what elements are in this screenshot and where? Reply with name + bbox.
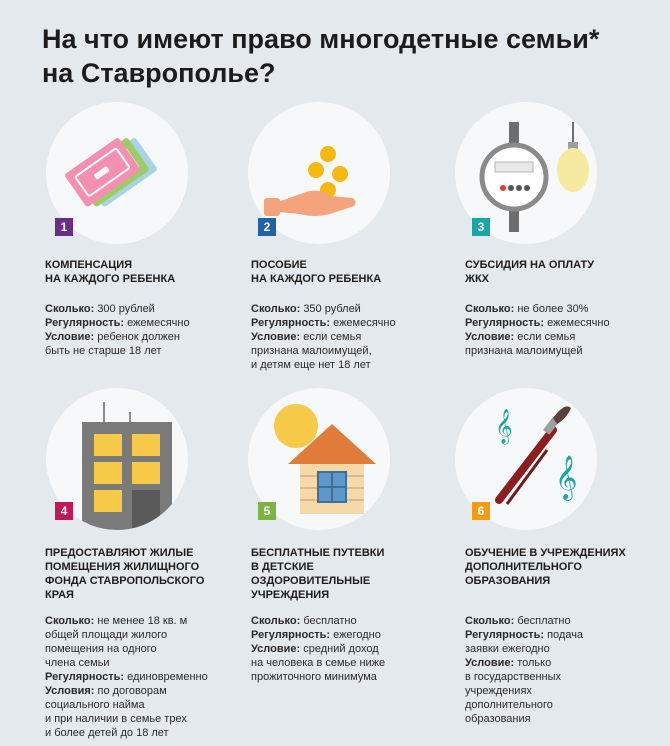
card-1-regularity-label: Регулярность: [45, 317, 125, 329]
card-4-amount-line1: не менее 18 кв. м [97, 615, 188, 627]
card-4-details [45, 614, 250, 740]
card-4-condition-label: Условия: [45, 685, 95, 697]
card-3-regularity-label: Регулярность: [465, 317, 545, 329]
card-5-heading-line3: ОЗДОРОВИТЕЛЬНЫЕ [251, 575, 371, 587]
card-6-amount-value: бесплатно [517, 615, 571, 627]
card-3-number: 3 [472, 218, 490, 236]
card-6-heading [465, 546, 665, 588]
card-5-amount-value: бесплатно [303, 615, 357, 627]
card-1-condition-label: Условие: [45, 331, 95, 343]
card-4-condition-line3: и при наличии в семье трех [45, 713, 187, 725]
card-1-heading-line2: НА КАЖДОГО РЕБЕНКА [45, 273, 176, 285]
card-3-amount-value: не более 30% [517, 303, 589, 315]
card-3-condition-line1: если семья [517, 331, 576, 343]
card-6-condition-line2: в государственных [465, 671, 562, 683]
card-4-condition-line4: и более детей до 18 лет [45, 727, 169, 739]
card-4-heading-line2: ПОМЕЩЕНИЯ ЖИЛИЩНОГО [45, 561, 200, 573]
page-title [42, 22, 642, 90]
card-5-heading-line1: БЕСПЛАТНЫЕ ПУТЕВКИ [251, 547, 385, 559]
page-title-line1: На что имеют право многодетные семьи* [42, 24, 600, 54]
card-5-number: 5 [258, 502, 276, 520]
card-2-heading [251, 258, 456, 286]
card-2-details [251, 302, 456, 372]
card-2-condition-label: Условие: [251, 331, 301, 343]
card-2-condition-line1: если семья [303, 331, 362, 343]
card-4-amount-line4: члена семьи [45, 657, 110, 669]
card-3-details [465, 302, 665, 358]
card-2-condition-line3: и детям еще нет 18 лет [251, 359, 371, 371]
card-3-condition-label: Условие: [465, 331, 515, 343]
card-2-condition-line2: признана малоимущей, [251, 345, 372, 357]
card-1-condition-line1: ребенок должен [97, 331, 180, 343]
card-6-condition-line1: только [517, 657, 552, 669]
card-1-number: 1 [55, 218, 73, 236]
card-6-regularity-line1: подача [547, 629, 584, 641]
card-1-amount-label: Сколько: [45, 303, 95, 315]
card-6-condition-label: Условие: [465, 657, 515, 669]
card-6-heading-line3: ОБРАЗОВАНИЯ [465, 575, 551, 587]
card-4-amount-line3: помещения на одного [45, 643, 157, 655]
card-2-amount-value: 350 рублей [303, 303, 361, 315]
card-5-condition-line2: на человека в семье ниже [251, 657, 386, 669]
card-4-regularity-value: единовременно [127, 671, 208, 683]
card-3-heading-line2: ЖКХ [465, 273, 489, 285]
card-4-regularity-label: Регулярность: [45, 671, 125, 683]
card-4-amount-label: Сколько: [45, 615, 95, 627]
svg-text:𝄞: 𝄞 [555, 455, 578, 499]
card-4-condition-line1: по договорам [97, 685, 167, 697]
card-5-condition-line3: прожиточного минимума [251, 671, 377, 683]
card-4-heading-line1: ПРЕДОСТАВЛЯЮТ ЖИЛЫЕ [45, 547, 194, 559]
card-5-regularity-value: ежегодно [333, 629, 381, 641]
card-5-amount-label: Сколько: [251, 615, 301, 627]
card-2-regularity-label: Регулярность: [251, 317, 331, 329]
card-2-amount-label: Сколько: [251, 303, 301, 315]
card-5-details [251, 614, 456, 684]
card-6-regularity-label: Регулярность: [465, 629, 545, 641]
svg-text:𝄞: 𝄞 [495, 409, 513, 444]
card-2-heading-line1: ПОСОБИЕ [251, 259, 307, 271]
card-5-regularity-label: Регулярность: [251, 629, 331, 641]
card-2-heading-line2: НА КАЖДОГО РЕБЕНКА [251, 273, 382, 285]
card-1-heading [45, 258, 250, 286]
card-2-regularity-value: ежемесячно [333, 317, 396, 329]
card-3-regularity-value: ежемесячно [547, 317, 610, 329]
card-4-condition-line2: социального найма [45, 699, 145, 711]
card-6-amount-label: Сколько: [465, 615, 515, 627]
card-6-condition-line3: учреждениях [465, 685, 532, 697]
card-4-heading [45, 546, 250, 602]
card-6-heading-line1: ОБУЧЕНИЕ В УЧРЕЖДЕНИЯХ [465, 547, 626, 559]
card-5-condition-label: Условие: [251, 643, 301, 655]
card-3-condition-line2: признана малоимущей [465, 345, 583, 357]
card-1-heading-line1: КОМПЕНСАЦИЯ [45, 259, 133, 271]
card-5-heading-line4: УЧРЕЖДЕНИЯ [251, 589, 330, 601]
card-2-number: 2 [258, 218, 276, 236]
card-6-condition-line4: дополнительного [465, 699, 553, 711]
card-5-heading-line2: В ДЕТСКИЕ [251, 561, 314, 573]
card-6-heading-line2: ДОПОЛНИТЕЛЬНОГО [465, 561, 582, 573]
card-4-heading-line3: ФОНДА СТАВРОПОЛЬСКОГО [45, 575, 205, 587]
card-6-details [465, 614, 665, 726]
card-1-amount-value: 300 рублей [97, 303, 155, 315]
page-title-line2: на Ставрополье? [42, 58, 276, 88]
card-4-amount-line2: общей площади жилого [45, 629, 168, 641]
card-4-number: 4 [55, 502, 73, 520]
card-5-heading [251, 546, 456, 602]
card-6-regularity-line2: заявки ежегодно [465, 643, 550, 655]
card-3-amount-label: Сколько: [465, 303, 515, 315]
card-6-number: 6 [472, 502, 490, 520]
card-1-details [45, 302, 245, 358]
card-3-heading-line1: СУБСИДИЯ НА ОПЛАТУ [465, 259, 595, 271]
card-5-condition-line1: средний доход [303, 643, 379, 655]
card-1-condition-line2: быть не старше 18 лет [45, 345, 162, 357]
card-6-condition-line5: образования [465, 713, 531, 725]
card-4-heading-line4: КРАЯ [45, 589, 74, 601]
card-1-regularity-value: ежемесячно [127, 317, 190, 329]
card-3-heading [465, 258, 665, 286]
